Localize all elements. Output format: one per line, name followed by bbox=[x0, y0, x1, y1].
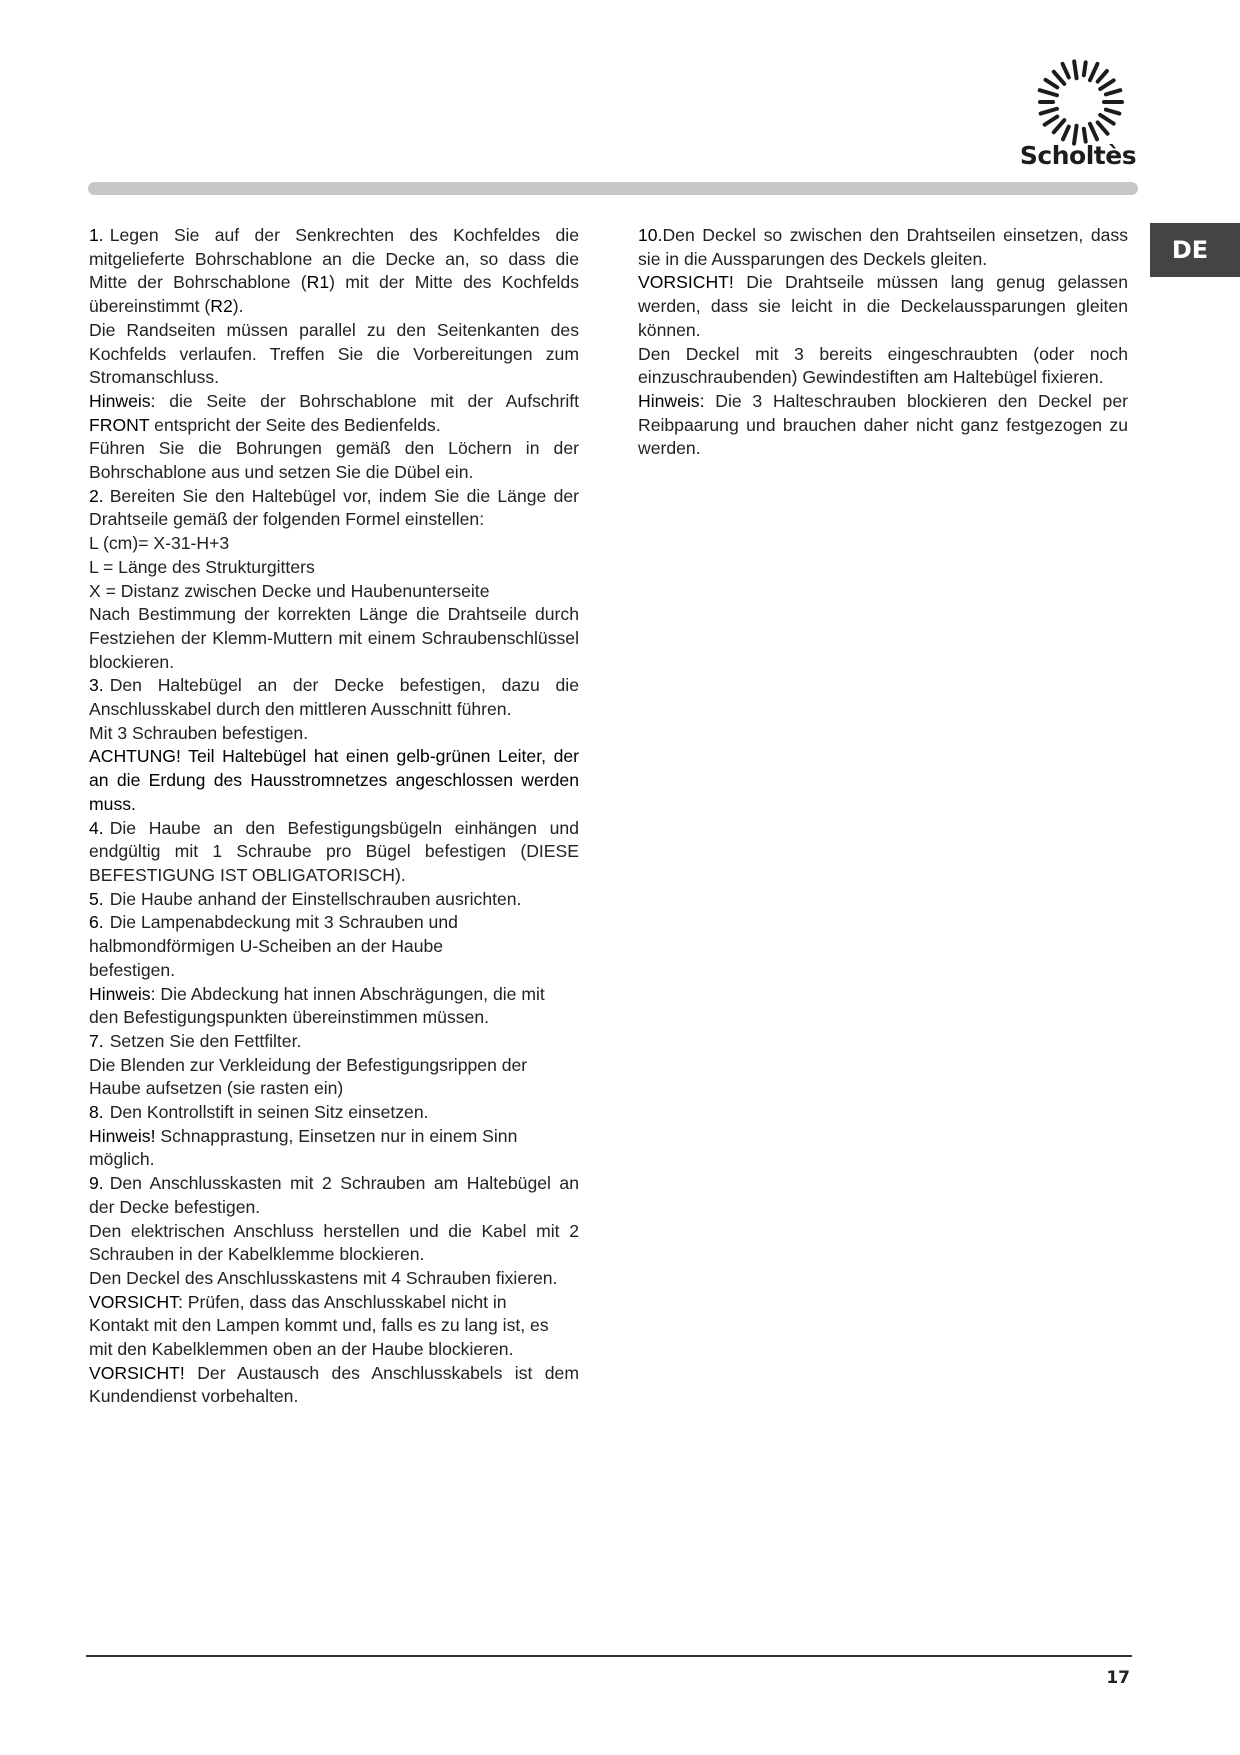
step-3: 3. Den Haltebügel an der Decke befestigen, dazu die Anschlusskabel durch den mittleren Ausschnitt führen. bbox=[89, 675, 579, 720]
logo-ray bbox=[1063, 127, 1069, 140]
logo-ray bbox=[1098, 71, 1107, 82]
paragraph: Die Randseiten müssen parallel zu den Seitenkanten des Kochfelds verlaufen. Treffen Sie die Vorbereitungen zum Stromanschluss. bbox=[89, 319, 579, 388]
step-number: 4. bbox=[89, 817, 104, 838]
note-label: Hinweis: bbox=[89, 390, 156, 411]
step-number: 7. bbox=[89, 1030, 104, 1051]
logo-ray bbox=[1106, 110, 1119, 114]
logo-ray bbox=[1054, 120, 1064, 132]
logo-ray bbox=[1090, 64, 1097, 80]
caution-2: VORSICHT! Der Austausch des Anschlusskabels ist dem Kundendienst vorbehalten. bbox=[89, 1362, 579, 1407]
header-divider bbox=[88, 182, 1138, 195]
paragraph: Mit 3 Schrauben befestigen. bbox=[89, 722, 309, 743]
logo-ray bbox=[1046, 80, 1058, 88]
note-2: Hinweis: Die Abdeckung hat innen Abschrägungen, die mit den Befestigungspunkten übereinstimmen müssen. bbox=[89, 983, 545, 1028]
logo-ray bbox=[1084, 62, 1086, 75]
formula: L (cm)= X-31-H+3 bbox=[89, 533, 230, 554]
step-10: 10.Den Deckel so zwischen den Drahtseilen einsetzen, dass sie in die Aussparungen des Deckels gleiten. bbox=[638, 225, 1128, 269]
step-9: 9. Den Anschlusskasten mit 2 Schrauben am Haltebügel an der Decke befestigen. bbox=[89, 1173, 579, 1217]
brand-name: Scholtès bbox=[1019, 141, 1137, 170]
logo-ray bbox=[1100, 80, 1113, 89]
note-label: Hinweis! bbox=[89, 1125, 156, 1146]
paragraph: Den Deckel mit 3 bereits eingeschraubten (oder noch einzuschraubenden) Gewindestiften am Haltebügel fixieren. bbox=[638, 343, 1128, 388]
paragraph: Die Blenden zur Verkleidung der Befestigungsrippen der Haube aufsetzen (sie rasten ein) bbox=[89, 1054, 528, 1099]
logo-ray bbox=[1074, 61, 1076, 78]
note-label: Hinweis: bbox=[638, 390, 705, 411]
language-tab: DE bbox=[1150, 223, 1240, 277]
step-number: 3. bbox=[89, 675, 104, 696]
step-number: 10. bbox=[638, 225, 663, 245]
step-5: 5. Die Haube anhand der Einstellschrauben ausrichten. bbox=[89, 888, 522, 909]
logo-ray bbox=[1106, 90, 1120, 94]
note: Hinweis: Die 3 Halteschrauben blockieren den Deckel per Reibpaarung und brauchen daher nicht ganz festgezogen zu werden. bbox=[638, 390, 1128, 459]
step-number: 9. bbox=[89, 1173, 104, 1194]
caution-label: VORSICHT! bbox=[89, 1362, 185, 1383]
step-1: 1. Legen Sie auf der Senkrechten des Kochfeldes die mitgelieferte Bohrschablone an die Decke an, so dass die Mitte der Bohrschablone (R1) mit der Mitte des Kochfelds übereinstimmt (R2). bbox=[89, 225, 580, 317]
paragraph: Den Deckel des Anschlusskastens mit 4 Schrauben fixieren. bbox=[89, 1267, 558, 1288]
step-number: 1. bbox=[89, 225, 104, 245]
note-1: Hinweis: die Seite der Bohrschablone mit der Aufschrift FRONT entspricht der Seite des Bedienfelds. bbox=[89, 390, 580, 435]
warning-achtung: ACHTUNG! Teil Haltebügel hat einen gelb-grünen Leiter, der an die Erdung des Hausstromnetzes angeschlossen werden muss. bbox=[89, 746, 579, 814]
paragraph: Nach Bestimmung der korrekten Länge die Drahtseile durch Festziehen der Klemm-Muttern mit einem Schraubenschlüssel blockieren. bbox=[89, 604, 579, 672]
logo-ray bbox=[1063, 64, 1069, 78]
logo-ray bbox=[1041, 109, 1057, 114]
step-7: 7. Setzen Sie den Fettfilter. bbox=[89, 1030, 302, 1051]
formula-legend-l: L = Länge des Strukturgitters bbox=[89, 556, 315, 577]
caution-1: VORSICHT: Prüfen, dass das Anschlusskabel nicht in Kontakt mit den Lampen kommt und, falls es zu lang ist, es mit den Kabelklemmen oben an der Haube blockieren. bbox=[89, 1291, 549, 1360]
caution-label: VORSICHT! bbox=[638, 272, 734, 293]
formula-legend-x: X = Distanz zwischen Decke und Haubenunterseite bbox=[89, 580, 490, 601]
paragraph: Den elektrischen Anschluss herstellen und die Kabel mit 2 Schrauben in der Kabelklemme blockieren. bbox=[89, 1220, 579, 1265]
paragraph: Führen Sie die Bohrungen gemäß den Löchern in der Bohrschablone aus und setzen Sie die Dübel ein. bbox=[89, 438, 579, 483]
note-3: Hinweis! Schnapprastung, Einsetzen nur in einem Sinn möglich. bbox=[89, 1125, 518, 1170]
step-2: 2. Bereiten Sie den Haltebügel vor, indem Sie die Länge der Drahtseile gemäß der folgenden Formel einstellen: bbox=[89, 485, 579, 530]
step-number: 2. bbox=[89, 485, 104, 506]
logo-ray bbox=[1040, 90, 1057, 95]
step-number: 5. bbox=[89, 888, 104, 909]
logo-ray bbox=[1100, 115, 1113, 124]
logo-ray bbox=[1098, 122, 1108, 133]
logo-ray bbox=[1054, 72, 1064, 84]
step-number: 8. bbox=[89, 1102, 104, 1123]
step-4: 4. Die Haube an den Befestigungsbügeln einhängen und endgültig mit 1 Schraube pro Bügel befestigen (DIESE BEFESTIGUNG IST OBLIGATORISCH). bbox=[89, 817, 579, 885]
step-8: 8. Den Kontrollstift in seinen Sitz einsetzen. bbox=[89, 1102, 429, 1123]
right-column bbox=[638, 224, 1128, 461]
step-number: 6. bbox=[89, 912, 104, 933]
caution: VORSICHT! Die Drahtseile müssen lang genug gelassen werden, dass sie leicht in die Deckelaussparungen gleiten können. bbox=[638, 272, 1129, 340]
note-label: Hinweis: bbox=[89, 983, 156, 1004]
caution-label: VORSICHT: bbox=[89, 1291, 183, 1312]
left-column bbox=[89, 224, 579, 1409]
step-6: 6. Die Lampenabdeckung mit 3 Schrauben und halbmondförmigen U-Scheiben an der Haube befestigen. bbox=[89, 912, 458, 980]
logo-ray bbox=[1090, 124, 1097, 139]
logo-ray bbox=[1084, 129, 1086, 142]
footer-divider bbox=[86, 1655, 1132, 1657]
logo-ray bbox=[1045, 117, 1058, 125]
page-number: 17 bbox=[1106, 1668, 1130, 1688]
